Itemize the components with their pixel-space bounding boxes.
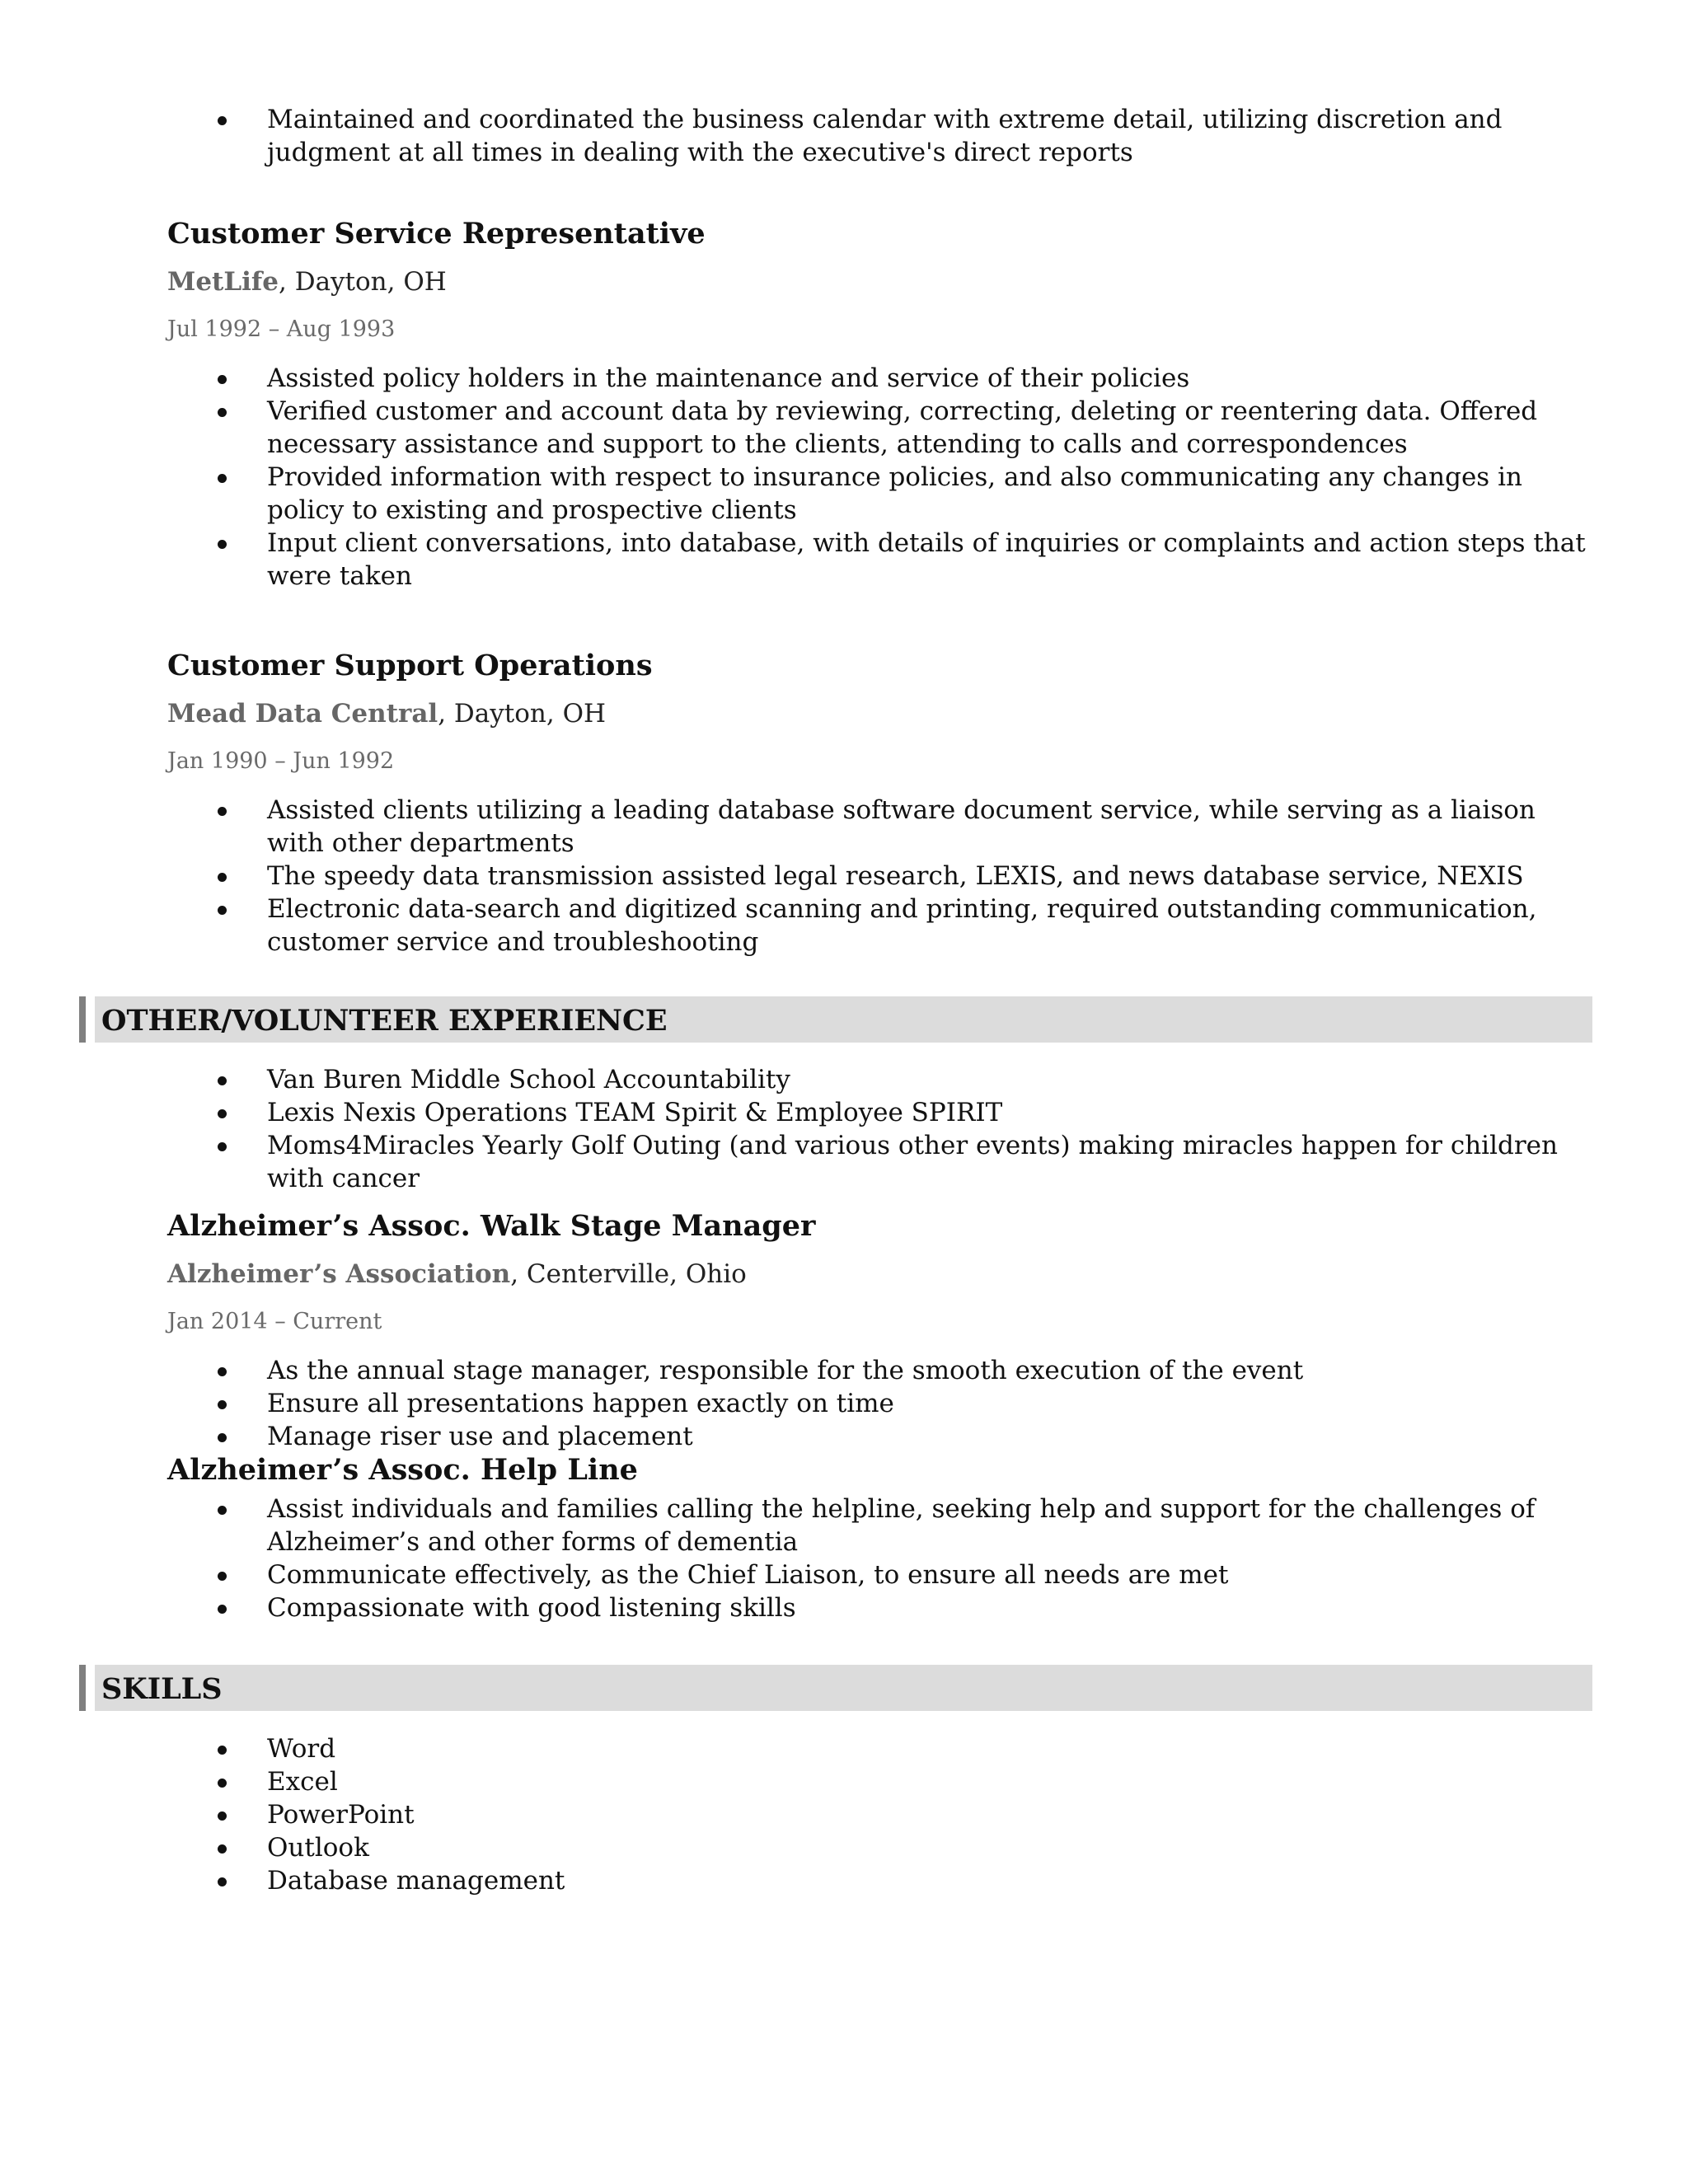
bullet-icon xyxy=(218,408,227,417)
bullet-icon xyxy=(218,807,227,816)
bullet-icon xyxy=(218,1367,227,1376)
company-name: Mead Data Central xyxy=(167,699,438,729)
section-accent-bar xyxy=(79,996,86,1043)
bullet-icon xyxy=(218,116,227,125)
skill-item: Outlook xyxy=(0,1831,1688,1864)
skill-item: Excel xyxy=(0,1765,1688,1798)
list-item: Input client conversations, into database, with details of inquiries or complaints and action steps that were taken xyxy=(0,527,1688,593)
company-line xyxy=(167,697,606,730)
list-item: Van Buren Middle School Accountability xyxy=(0,1063,1688,1096)
company-location: , Dayton, OH xyxy=(438,699,607,729)
list-item: Compassionate with good listening skills xyxy=(0,1591,1688,1624)
list-item: Verified customer and account data by reviewing, correcting, deleting or reentering data. Offered necessary assistance and support to the clients, attending to calls and correspondences xyxy=(0,395,1688,461)
bullet-icon xyxy=(218,1142,227,1151)
list-item: Electronic data-search and digitized scanning and printing, required outstanding communication, customer service and troubleshooting xyxy=(0,893,1688,958)
list-item: Communicate effectively, as the Chief Liaison, to ensure all needs are met xyxy=(0,1558,1688,1591)
company-location: , Dayton, OH xyxy=(279,267,447,297)
bullet-icon xyxy=(218,1400,227,1409)
job-bullet-list xyxy=(0,362,1688,593)
skill-item: Database management xyxy=(0,1864,1688,1897)
bullet-icon xyxy=(218,1109,227,1118)
job-title: Customer Support Operations xyxy=(167,649,653,682)
list-item: Lexis Nexis Operations TEAM Spirit & Employee SPIRIT xyxy=(0,1096,1688,1129)
list-item: Assist individuals and families calling the helpline, seeking help and support for the challenges of Alzheimer’s and other forms of dementia xyxy=(0,1493,1688,1558)
company-line xyxy=(167,265,447,298)
company-location: , Centerville, Ohio xyxy=(510,1259,747,1289)
section-header-skills xyxy=(79,1665,1592,1711)
section-title: SKILLS xyxy=(101,1672,223,1706)
bullet-icon xyxy=(218,540,227,549)
bullet-icon xyxy=(218,1605,227,1614)
list-item: Ensure all presentations happen exactly on time xyxy=(0,1387,1688,1420)
bullet-icon xyxy=(218,1433,227,1442)
bullet-icon xyxy=(218,375,227,384)
volunteer-bullet-list xyxy=(0,1063,1688,1195)
bullet-icon xyxy=(218,474,227,483)
bullet-icon xyxy=(218,873,227,882)
job-title: Customer Service Representative xyxy=(167,217,706,251)
bullet-icon xyxy=(218,1076,227,1085)
role-bullet-list xyxy=(0,1493,1688,1624)
company-name: MetLife xyxy=(167,267,279,297)
list-item: As the annual stage manager, responsible for the smooth execution of the event xyxy=(0,1354,1688,1387)
job-dates: Jul 1992 – Aug 1993 xyxy=(167,316,396,342)
bullet-icon xyxy=(218,906,227,915)
list-item: Provided information with respect to insurance policies, and also communicating any changes in policy to existing and prospective clients xyxy=(0,461,1688,527)
top-bullet-list xyxy=(0,103,1688,169)
bullet-icon xyxy=(218,1506,227,1515)
job-dates: Jan 1990 – Jun 1992 xyxy=(167,748,395,774)
skills-list xyxy=(0,1732,1688,1897)
list-item: Assisted clients utilizing a leading database software document service, while serving as a liaison with other departments xyxy=(0,794,1688,860)
role-title: Alzheimer’s Assoc. Walk Stage Manager xyxy=(167,1209,816,1243)
company-name: Alzheimer’s Association xyxy=(167,1259,511,1289)
role-title: Alzheimer’s Assoc. Help Line xyxy=(167,1453,638,1487)
list-item: Assisted policy holders in the maintenance and service of their policies xyxy=(0,362,1688,395)
list-item: Maintained and coordinated the business calendar with extreme detail, utilizing discretion and judgment at all times in dealing with the executive's direct reports xyxy=(0,103,1688,169)
bullet-icon xyxy=(218,1811,227,1821)
section-band xyxy=(95,1665,1592,1711)
company-line xyxy=(167,1258,747,1291)
skill-item: Word xyxy=(0,1732,1688,1765)
bullet-icon xyxy=(218,1572,227,1581)
bullet-icon xyxy=(218,1877,227,1886)
list-item: Moms4Miracles Yearly Golf Outing (and various other events) making miracles happen for children with cancer xyxy=(0,1129,1688,1195)
section-title: OTHER/VOLUNTEER EXPERIENCE xyxy=(101,1004,668,1038)
list-item: The speedy data transmission assisted legal research, LEXIS, and news database service, NEXIS xyxy=(0,860,1688,893)
bullet-icon xyxy=(218,1746,227,1755)
list-item: Manage riser use and placement xyxy=(0,1420,1688,1453)
job-bullet-list xyxy=(0,794,1688,958)
bullet-icon xyxy=(218,1844,227,1854)
role-bullet-list xyxy=(0,1354,1688,1453)
skill-item: PowerPoint xyxy=(0,1798,1688,1831)
section-accent-bar xyxy=(79,1665,86,1711)
section-header-volunteer xyxy=(79,996,1592,1043)
bullet-icon xyxy=(218,1779,227,1788)
role-dates: Jan 2014 – Current xyxy=(167,1309,382,1334)
